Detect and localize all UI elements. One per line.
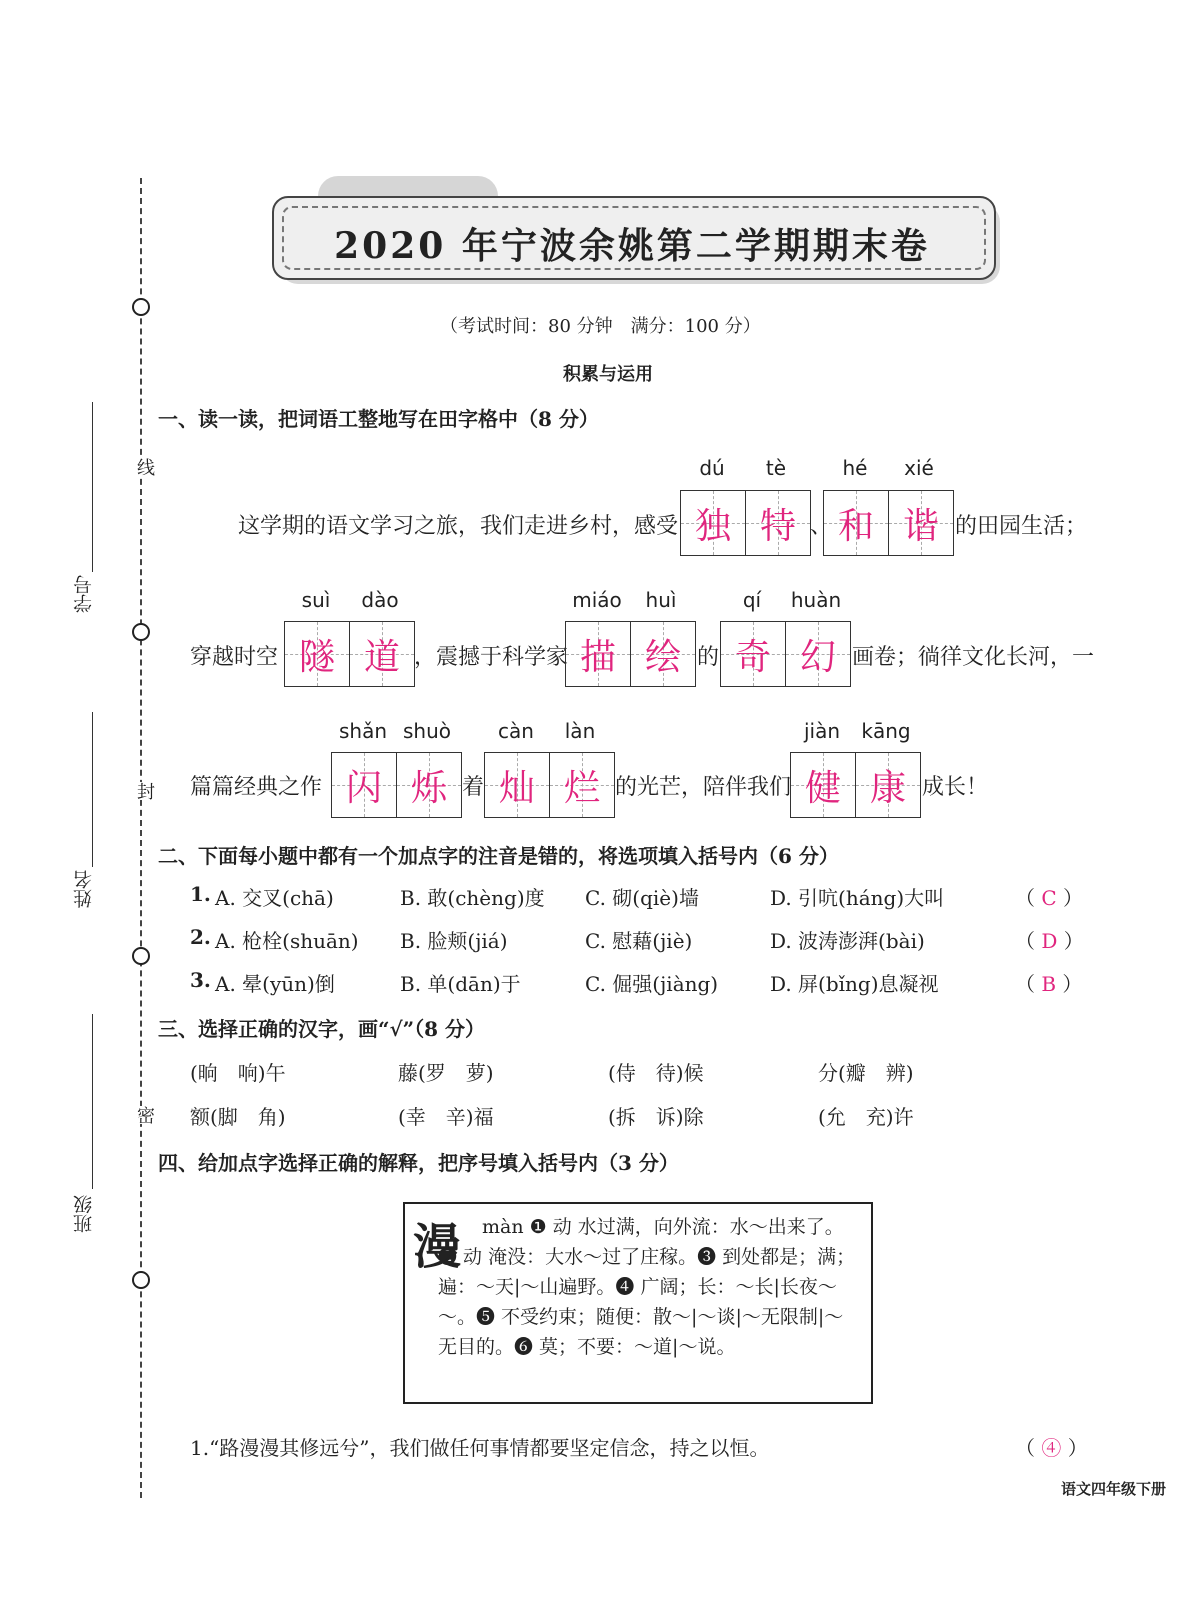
class-label: 班级: [73, 1195, 95, 1233]
tianzi-grid[interactable]: [565, 621, 696, 687]
tianzi-grid[interactable]: [484, 752, 615, 818]
dictionary-entry: màn ❶ 动 水过满，向外流：水～出来了。❷ 动 淹没：大水～过了庄稼。❸ 到处都是；满；遍：～天|～山遍野。❹ 广阔；长：～长|长夜～～。❺ 不受约束；随便：散～|～谈|～无限制|～无目的。❻ 莫；不要：～道|～说。: [438, 1216, 856, 1358]
q2-num: 3.: [190, 968, 211, 992]
tianzi-grid[interactable]: [284, 621, 415, 687]
answer-bracket[interactable]: （ B ）: [1015, 972, 1083, 996]
student-id-label: 学号: [73, 575, 95, 613]
q3-choice[interactable]: (拆 诉)除: [608, 1105, 704, 1129]
grid-cell: 和: [824, 491, 888, 555]
binding-hole: [132, 1271, 150, 1289]
q2-option: D. 屏(bǐng)息凝视: [770, 972, 939, 996]
q2-option: A. 枪栓(shuān): [215, 929, 359, 953]
q1-text: 篇篇经典之作: [190, 775, 323, 800]
binding-char: 密: [131, 1106, 157, 1124]
student-id-line: [92, 402, 93, 572]
grid-cell: 描: [566, 622, 630, 686]
q1-text: 画卷；徜徉文化长河，一: [852, 645, 1095, 670]
grid-cell: 隧: [285, 622, 349, 686]
q3-choice[interactable]: (幸 辛)福: [398, 1105, 494, 1129]
grid-cell: 灿: [485, 753, 549, 817]
q2-option: A. 晕(yūn)倒: [215, 972, 335, 996]
tianzi-grid[interactable]: [680, 490, 811, 556]
pinyin: qí: [742, 588, 762, 612]
q2-num: 2.: [190, 925, 211, 949]
class-line: [92, 1014, 93, 1189]
pinyin: huàn: [790, 588, 842, 612]
q3-choice[interactable]: 分(瓣 辨): [818, 1061, 914, 1085]
q3-heading: 三、选择正确的汉字，画“√”（8 分）: [158, 1017, 486, 1041]
answer-bracket[interactable]: （ D ）: [1015, 929, 1084, 953]
binding-hole: [132, 298, 150, 316]
tianzi-grid[interactable]: [790, 752, 921, 818]
q2-option: B. 敢(chèng)度: [400, 886, 545, 910]
pinyin: càn: [498, 719, 534, 743]
pinyin: tè: [765, 456, 787, 480]
grid-cell: 独: [681, 491, 745, 555]
pinyin: kāng: [861, 719, 911, 743]
q2-option: C. 慰藉(jiè): [585, 929, 693, 953]
q2-option: B. 单(dān)于: [400, 972, 521, 996]
q4-heading: 四、给加点字选择正确的解释，把序号填入括号内（3 分）: [158, 1151, 679, 1175]
q2-heading: 二、下面每小题中都有一个加点字的注音是错的，将选项填入括号内（6 分）: [158, 844, 839, 868]
name-label: 姓名: [73, 870, 95, 908]
footer-label: 语文四年级下册: [1060, 1480, 1166, 1498]
q1-text: 的光芒，陪伴我们: [615, 775, 792, 800]
pinyin: shuò: [402, 719, 451, 743]
q1-text: 的: [697, 645, 720, 670]
pinyin: dào: [361, 588, 399, 612]
q2-option: B. 脸颊(jiá): [400, 929, 508, 953]
q1-text: 着: [462, 775, 485, 800]
binding-char: 封: [131, 782, 157, 800]
q2-option: D. 引吭(háng)大叫: [770, 886, 945, 910]
q1-text: 、: [810, 514, 833, 539]
pinyin: jiàn: [803, 719, 841, 743]
grid-cell: 烁: [396, 753, 461, 817]
pinyin: hé: [842, 456, 868, 480]
tianzi-grid[interactable]: [331, 752, 462, 818]
q3-choice[interactable]: 藤(罗 萝): [398, 1061, 494, 1085]
pinyin: xié: [904, 456, 934, 480]
grid-cell: 奇: [721, 622, 785, 686]
q2-option: A. 交叉(chā): [215, 886, 334, 910]
q1-text: ，震撼于科学家: [414, 645, 569, 670]
q3-choice[interactable]: (允 充)许: [818, 1105, 914, 1129]
grid-cell: 健: [791, 753, 855, 817]
binding-line: [140, 178, 142, 1498]
grid-cell: 烂: [549, 753, 614, 817]
dictionary-char: 漫: [413, 1219, 462, 1275]
q3-choice[interactable]: (晌 响)午: [190, 1061, 286, 1085]
tianzi-grid[interactable]: [823, 490, 954, 556]
q2-option: C. 倔强(jiàng): [585, 972, 719, 996]
grid-cell: 康: [855, 753, 920, 817]
binding-hole: [132, 623, 150, 641]
pinyin: dú: [699, 456, 725, 480]
grid-cell: 绘: [630, 622, 695, 686]
section-title: 积累与运用: [563, 364, 653, 385]
name-line: [92, 712, 93, 867]
q2-option: D. 波涛澎湃(bài): [770, 929, 925, 953]
pinyin: shǎn: [338, 719, 388, 743]
pinyin: làn: [564, 719, 596, 743]
grid-cell: 谐: [888, 491, 953, 555]
q3-choice[interactable]: (侍 待)候: [608, 1061, 704, 1085]
binding-hole: [132, 947, 150, 965]
pinyin: huì: [645, 588, 677, 612]
pinyin: suì: [301, 588, 331, 612]
q2-option: C. 砌(qiè)墙: [585, 886, 699, 910]
q1-text: 这学期的语文学习之旅，我们走进乡村，感受: [238, 514, 679, 539]
q1-heading: 一、读一读，把词语工整地写在田字格中（8 分）: [158, 407, 599, 431]
answer-bracket[interactable]: （ C ）: [1015, 886, 1084, 910]
q3-choice[interactable]: 额(脚 角): [190, 1105, 286, 1129]
page-title: 2020 年宁波余姚第二学期期末卷: [334, 225, 930, 267]
q1-text: 穿越时空: [190, 645, 279, 670]
answer-bracket[interactable]: （ ④ ）: [1015, 1436, 1088, 1460]
grid-cell: 特: [745, 491, 810, 555]
exam-info: （考试时间：80 分钟 满分：100 分）: [440, 316, 761, 337]
pinyin: miáo: [572, 588, 622, 612]
q1-text: 的田园生活；: [955, 514, 1088, 539]
grid-cell: 幻: [785, 622, 850, 686]
grid-cell: 闪: [332, 753, 396, 817]
binding-char: 线: [131, 458, 157, 476]
q1-text: 成长！: [922, 775, 989, 800]
grid-cell: 道: [349, 622, 414, 686]
q2-num: 1.: [190, 882, 211, 906]
q4-item: 1.“路漫漫其修远兮”，我们做任何事情都要坚定信念，持之以恒。: [190, 1436, 770, 1460]
tianzi-grid[interactable]: [720, 621, 851, 687]
